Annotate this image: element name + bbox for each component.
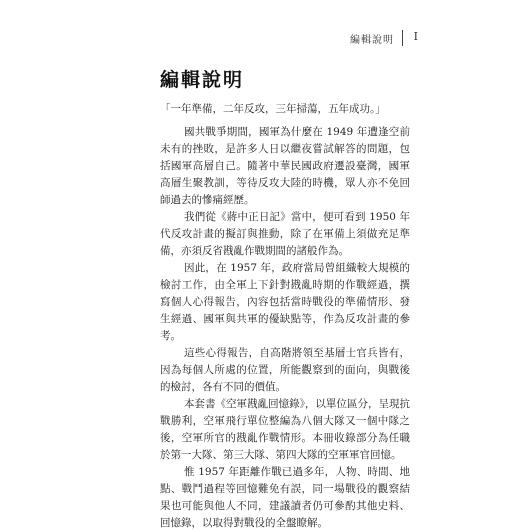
section-title: 編輯說明	[160, 69, 245, 91]
epigraph-quote: 「一年準備，二年反攻，三年掃蕩，五年成功。」	[160, 103, 386, 115]
paragraph-2: 我們從《蔣中正日記》當中，便可看到 1950 年代反攻計畫的擬訂與推動，除了在軍備上須做充足準備，亦須反省戡亂作戰期間的諸般作為。	[160, 211, 410, 257]
body-text	[160, 124, 410, 532]
running-title: 編輯說明	[350, 35, 394, 46]
paragraph-1: 國共戰爭期間，國軍為什麼在 1949 年遭逢空前未有的挫敗，是許多人日以繼夜嘗試解答的問題，包括國軍高層自己。隨著中華民國政府遷設臺灣，國軍高層生聚教訓，等待反攻大陸的時機，眾人亦不免回師過去的慘痛經歷。	[160, 126, 410, 206]
paragraph-3: 因此，在 1957 年，政府當局曾組織較大規模的檢討工作，由全軍上下針對戡亂時期的作戰經過，撰寫個人心得報告，內容包括當時戰役的準備情形、發生經過、國軍與共軍的優缺點等，作為反攻計畫的參考。	[160, 262, 410, 342]
paragraph-4: 這些心得報告，自高階將領至基層士官兵皆有，因為每個人所處的位置，所能觀察到的面向，與戰後的檢討，各有不同的價值。	[160, 347, 410, 393]
page-number: I	[413, 30, 418, 43]
paragraph-5: 本套書《空軍戡亂回憶錄》，以單位區分，呈現抗戰勝利，空軍飛行單位整編為八個大隊又一個中隊之後，空軍所官的戡亂作戰情形。本冊收錄部分為任職於第一大隊、第三大隊、第四大隊的空軍軍官回憶。	[160, 398, 410, 461]
paragraph-6: 惟 1957 年距離作戰已過多年，人物、時間、地點、戰鬥過程等回憶難免有誤，同一場戰役的觀察結果也可能與他人不同，建議讀者仍可參酌其他史料、回憶錄，以取得對戰役的全盤瞭解。	[160, 466, 410, 529]
running-header	[0, 30, 520, 46]
header-divider	[402, 30, 403, 46]
